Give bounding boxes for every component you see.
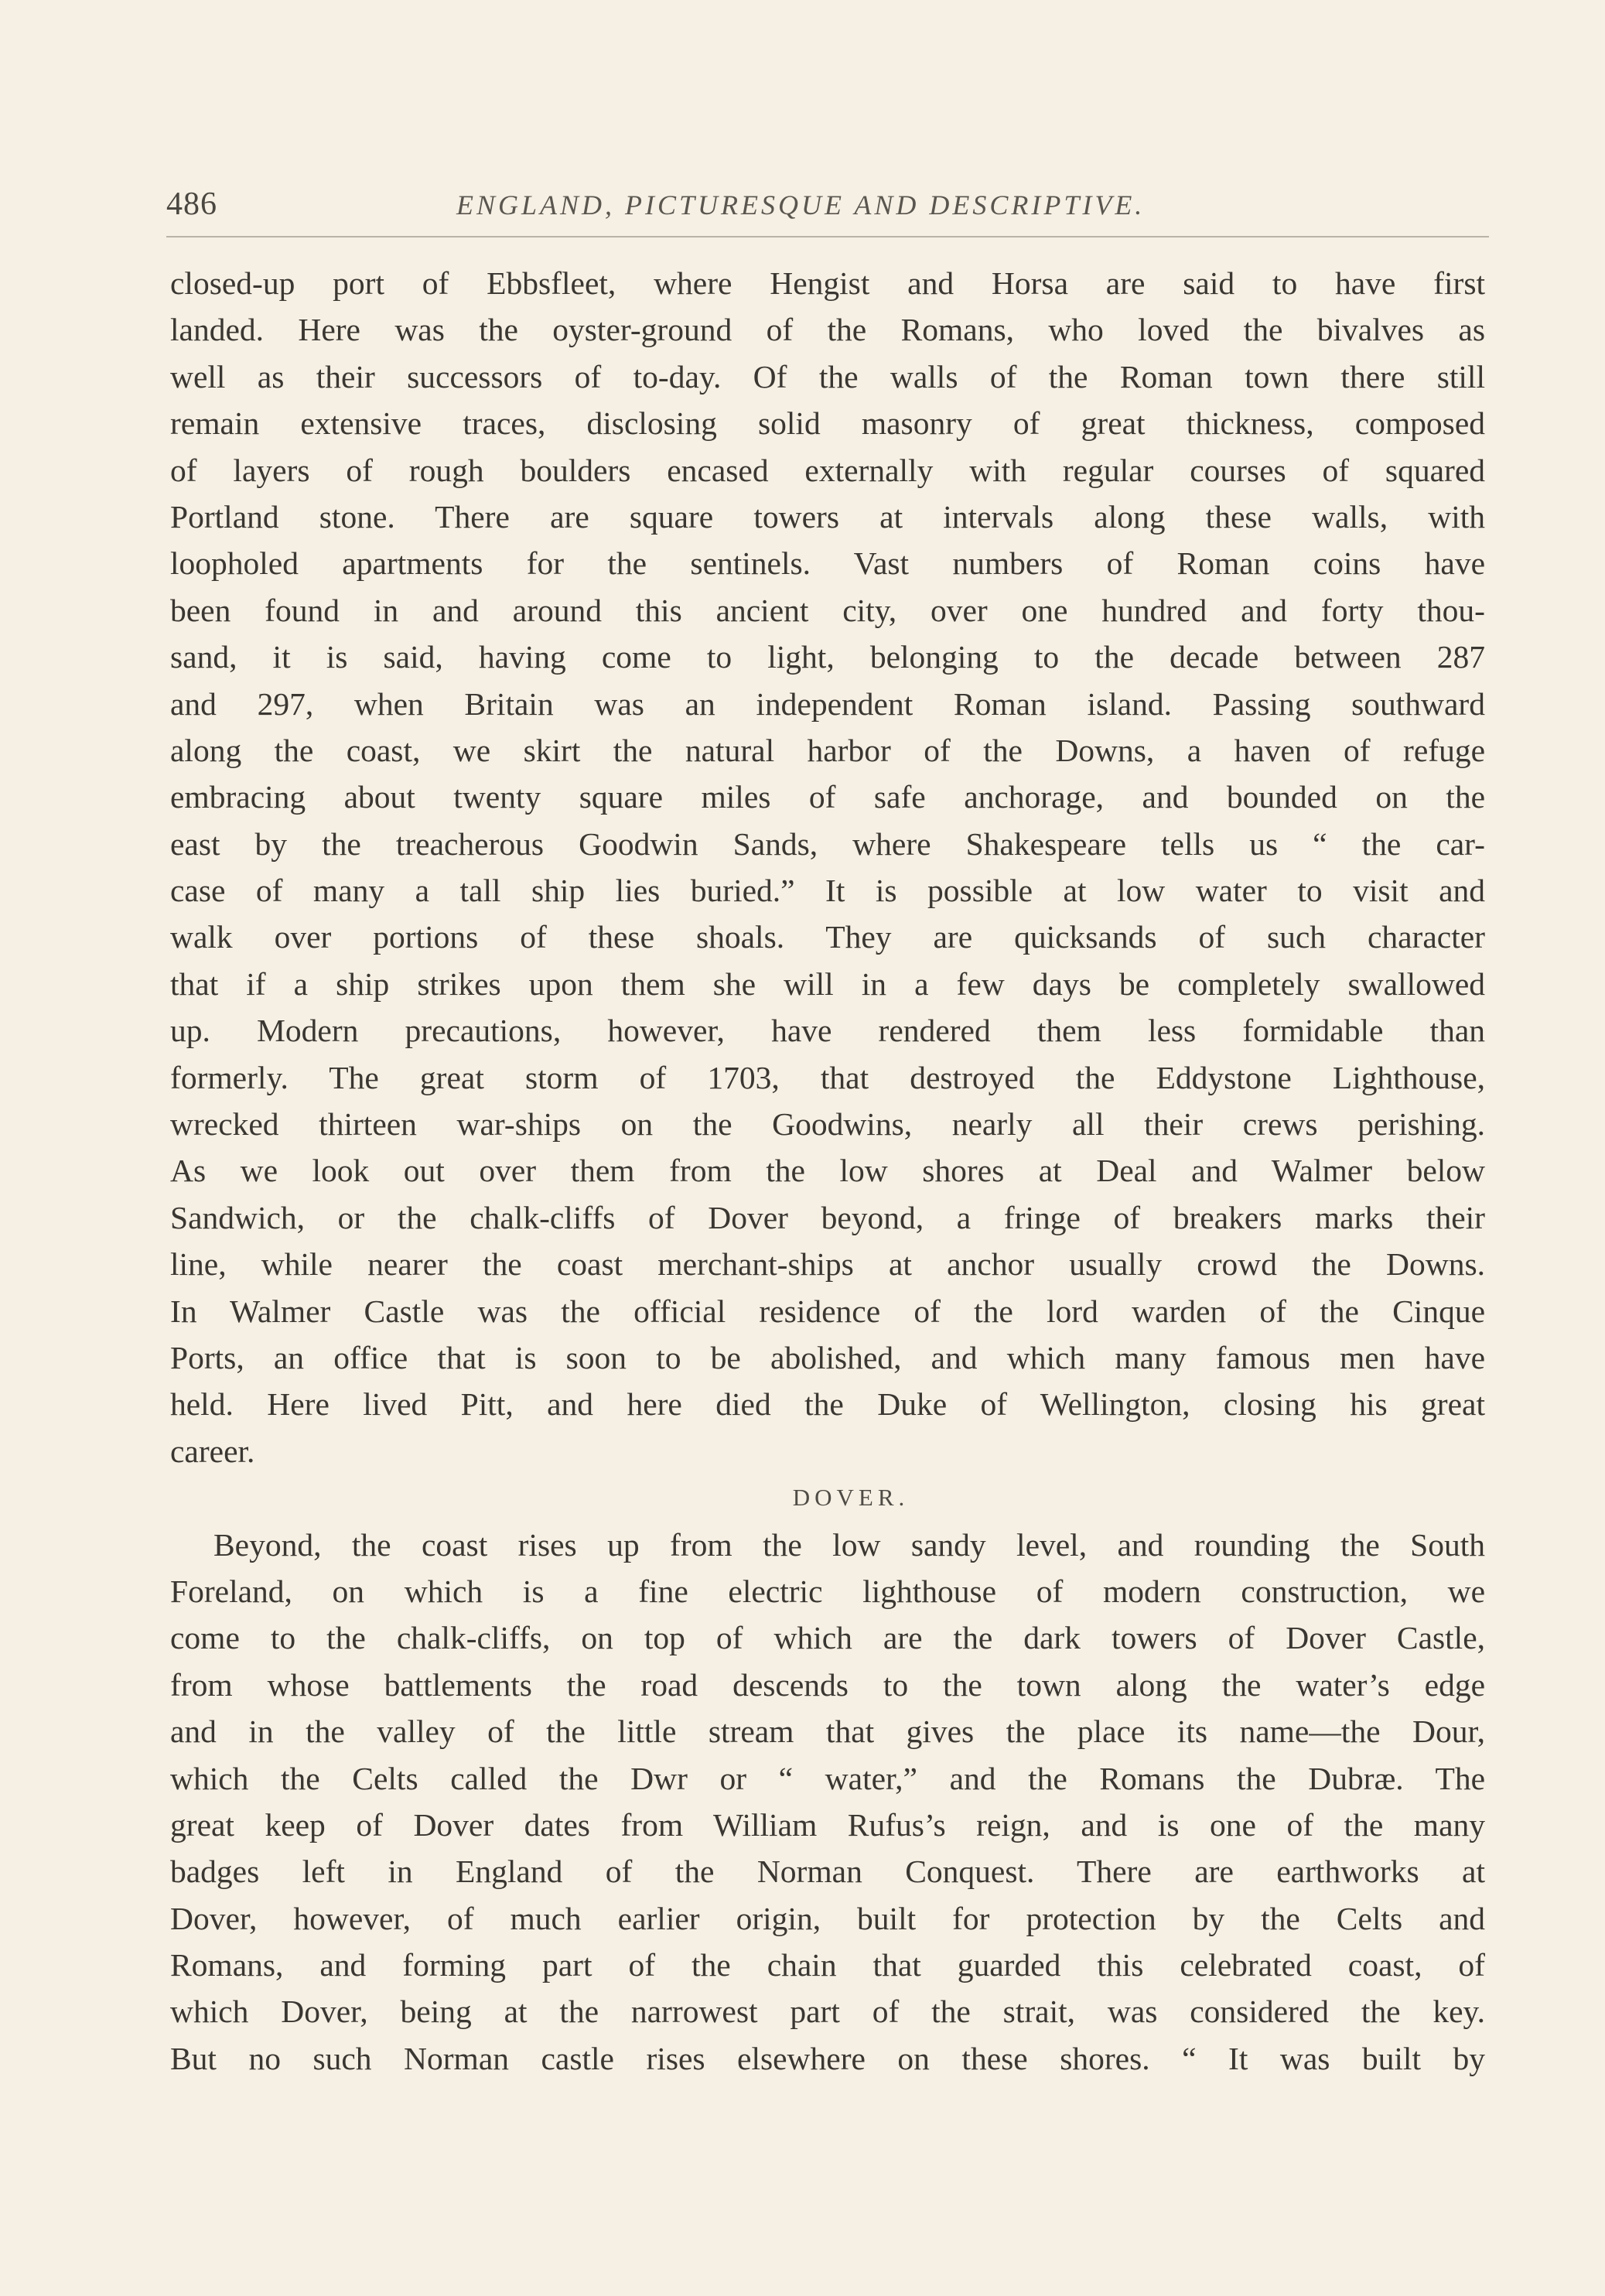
text-line: Sandwich, or the chalk-cliffs of Dover beyond, a fringe of breakers marks their [170,1199,1485,1235]
text-line: Beyond, the coast rises up from the low sandy level, and rounding the South [213,1526,1485,1563]
text-line: formerly. The great storm of 1703, that destroyed the Eddystone Lighthouse, [170,1059,1485,1095]
text-line: east by the treacherous Goodwin Sands, where Shakespeare tells us “ the car- [170,825,1485,862]
text-line: wrecked thirteen war-ships on the Goodwins, nearly all their crews perishing. [170,1106,1485,1143]
paragraph-dover [170,1522,1485,2082]
text-line: Ports, an office that is soon to be abolished, and which many famous men have [170,1339,1485,1375]
text-line: from whose battlements the road descends to the town along the water’s edge [170,1666,1485,1703]
text-line: Portland stone. There are square towers at intervals along these walls, with [170,498,1485,535]
page-number: 486 [166,186,217,222]
text-line: which the Celts called the Dwr or “ water,” and the Romans the Dubræ. The [170,1760,1485,1796]
text-line: In Walmer Castle was the official residence of the lord warden of the Cinque [170,1293,1485,1329]
running-title: ENGLAND, PICTURESQUE AND DESCRIPTIVE. [456,190,1146,220]
text-line: that if a ship strikes upon them she will in a few days be completely swallowed [170,965,1485,1002]
section-heading-dover: DOVER. [792,1484,910,1512]
text-line: walk over portions of these shoals. They are quicksands of such character [170,919,1485,955]
text-line: and in the valley of the little stream that gives the place its name—the Dour, [170,1713,1485,1750]
body-text [170,260,1485,2082]
text-line: remain extensive traces, disclosing solid masonry of great thickness, composed [170,405,1485,442]
text-line: case of many a tall ship lies buried.” It is possible at low water to visit and [170,873,1485,909]
text-line: held. Here lived Pitt, and here died the Duke of Wellington, closing his great [170,1386,1485,1423]
text-line: Dover, however, of much earlier origin, built for protection by the Celts and [170,1900,1485,1936]
text-line: loopholed apartments for the sentinels. Vast numbers of Roman coins have [170,545,1485,582]
text-line: which Dover, being at the narrowest part of the strait, was considered the key. [170,1994,1485,2030]
text-line: But no such Norman castle rises elsewhere on these shores. “ It was built by [170,2040,1485,2076]
text-line: sand, it is said, having come to light, belonging to the decade between 287 [170,639,1485,675]
text-line: along the coast, we skirt the natural harbor of the Downs, a haven of refuge [170,732,1485,768]
paragraph-ebbsfleet [170,260,1485,1474]
text-line: Foreland, on which is a fine electric lighthouse of modern construction, we [170,1573,1485,1609]
text-line: line, while nearer the coast merchant-ships at anchor usually crowd the Downs. [170,1246,1485,1283]
text-line: embracing about twenty square miles of safe anchorage, and bounded on the [170,779,1485,815]
text-line: come to the chalk-cliffs, on top of which are the dark towers of Dover Castle, [170,1620,1485,1656]
text-line: well as their successors of to-day. Of the walls of the Roman town there still [170,358,1485,395]
text-line: been found in and around this ancient city, over one hundred and forty thou- [170,592,1485,628]
text-line: up. Modern precautions, however, have rendered them less formidable than [170,1013,1485,1049]
text-line: great keep of Dover dates from William Rufus’s reign, and is one of the many [170,1806,1485,1843]
text-line: As we look out over them from the low shores at Deal and Walmer below [170,1153,1485,1189]
running-head [166,186,1489,240]
text-line: landed. Here was the oyster-ground of the Romans, who loved the bivalves as [170,312,1485,348]
text-line: and 297, when Britain was an independent Roman island. Passing southward [170,685,1485,722]
text-line: badges left in England of the Norman Conquest. There are earthworks at [170,1854,1485,1890]
header-rule [166,236,1489,237]
text-line: Romans, and forming part of the chain that guarded this celebrated coast, of [170,1947,1485,1983]
text-line: of layers of rough boulders encased externally with regular courses of squared [170,452,1485,488]
text-line: closed-up port of Ebbsfleet, where Hengist and Horsa are said to have first [170,265,1485,301]
text-line: career. [170,1433,255,1469]
